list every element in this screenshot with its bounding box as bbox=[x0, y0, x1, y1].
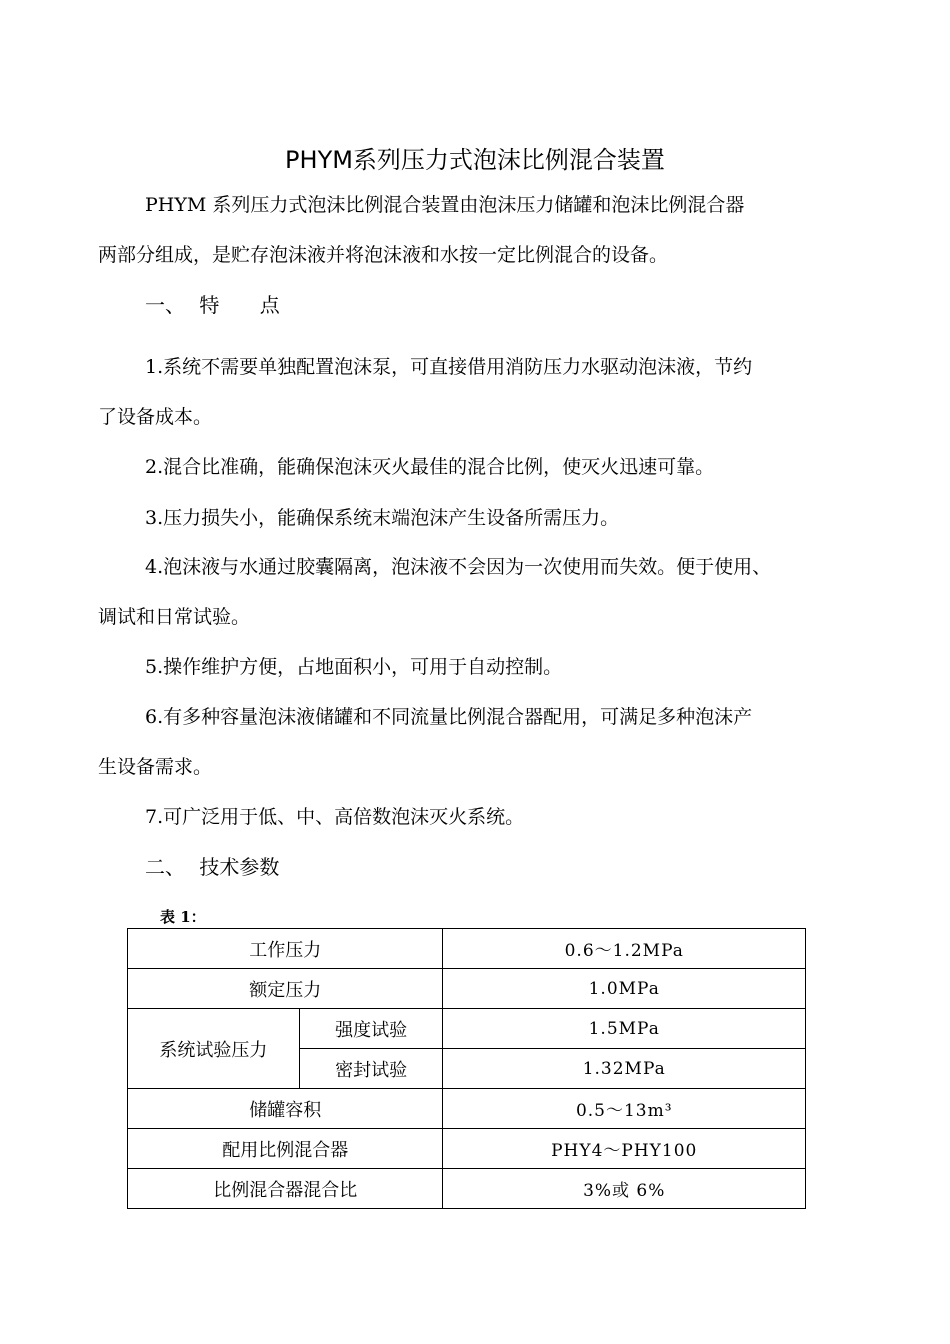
table-cell-value: 1.0MPa bbox=[443, 969, 806, 1009]
table-row bbox=[128, 1169, 806, 1209]
feature-item-5: 5.操作维护方便，占地面积小，可用于自动控制。 bbox=[145, 656, 563, 678]
feature-item-2: 2.混合比准确，能确保泡沫灭火最佳的混合比例，使灭火迅速可靠。 bbox=[145, 456, 715, 478]
table-cell-label: 系统试验压力 bbox=[128, 1009, 300, 1089]
table-cell-value: 3%或 6% bbox=[443, 1169, 806, 1209]
table-cell-label: 储罐容积 bbox=[128, 1089, 443, 1129]
section-number: 二、 bbox=[145, 855, 185, 879]
feature-item-7: 7.可广泛用于低、中、高倍数泡沫灭火系统。 bbox=[145, 806, 525, 828]
table-cell-value: 1.5MPa bbox=[443, 1009, 806, 1049]
table-cell-sublabel: 密封试验 bbox=[299, 1049, 443, 1089]
intro-line-1: PHYM 系列压力式泡沫比例混合装置由泡沫压力储罐和泡沫比例混合器 bbox=[145, 194, 745, 216]
section-heading-specs bbox=[145, 855, 279, 879]
section-title: 技术参数 bbox=[199, 855, 280, 879]
section-title-part-2: 点 bbox=[259, 293, 280, 317]
table-row bbox=[128, 969, 806, 1009]
table-cell-value: 0.5～13m³ bbox=[443, 1089, 806, 1129]
table-cell-label: 工作压力 bbox=[128, 929, 443, 969]
table-cell-label: 额定压力 bbox=[128, 969, 443, 1009]
table-cell-value: 0.6～1.2MPa bbox=[443, 929, 806, 969]
feature-item-4-line-1: 4.泡沫液与水通过胶囊隔离，泡沫液不会因为一次使用而失效。便于使用、 bbox=[145, 556, 772, 578]
table-cell-value: PHY4～PHY100 bbox=[443, 1129, 806, 1169]
table-cell-label: 配用比例混合器 bbox=[128, 1129, 443, 1169]
feature-item-1-line-2: 了设备成本。 bbox=[98, 406, 213, 428]
table-row bbox=[128, 929, 806, 969]
spec-table bbox=[127, 928, 806, 1209]
page-title: PHYM系列压力式泡沫比例混合装置 bbox=[285, 146, 665, 174]
table-row bbox=[128, 1009, 806, 1049]
feature-item-6-line-1: 6.有多种容量泡沫液储罐和不同流量比例混合器配用，可满足多种泡沫产 bbox=[145, 706, 753, 728]
feature-item-6-line-2: 生设备需求。 bbox=[98, 756, 213, 778]
intro-line-2: 两部分组成，是贮存泡沫液并将泡沫液和水按一定比例混合的设备。 bbox=[98, 244, 669, 266]
table-cell-label: 比例混合器混合比 bbox=[128, 1169, 443, 1209]
feature-item-3: 3.压力损失小，能确保系统末端泡沫产生设备所需压力。 bbox=[145, 507, 620, 529]
table-row bbox=[128, 1129, 806, 1169]
feature-item-4-line-2: 调试和日常试验。 bbox=[98, 606, 251, 628]
table-row bbox=[128, 1089, 806, 1129]
section-title-part-1: 特 bbox=[199, 293, 220, 317]
feature-item-1-line-1: 1.系统不需要单独配置泡沫泵，可直接借用消防压力水驱动泡沫液，节约 bbox=[145, 356, 753, 378]
section-number: 一、 bbox=[145, 293, 185, 317]
section-heading-features bbox=[145, 293, 280, 317]
table-cell-value: 1.32MPa bbox=[443, 1049, 806, 1089]
table-cell-sublabel: 强度试验 bbox=[299, 1009, 443, 1049]
table-caption: 表 1： bbox=[160, 908, 206, 926]
